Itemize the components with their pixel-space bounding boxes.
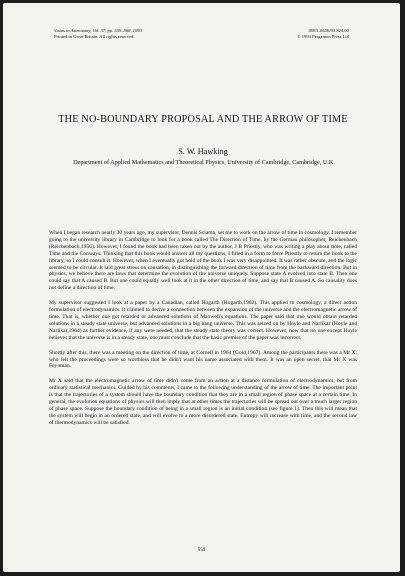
copyright-notice	[297, 28, 349, 39]
journal-line: Vistas in Astronomy, Vol. 37, pp. 559–568, 1993	[54, 28, 142, 33]
journal-citation	[54, 28, 142, 39]
paper-page	[3, 3, 400, 572]
paragraph-1: When I began research nearly 30 years ago, my supervisor, Dennis Sciama, set me to work on the arrow of time in cosmology. I remember going to the university library in Cambridge to look for a book called The Direction of Time, by the German philosopher, Reichenbach (Reichenbach,1956). However, I found the book had been taken out by the author, J B Priestly, who was writing a play about time, called Time and the Conways. Thinking that this book would answer all my questions, I filled in a form to force Priestly to return the book to the library, so I could consult it. However, when I eventually got hold of the book I was very disappointed. It was rather obscure, and the logic seemed to be circular. It laid great stress on causation, in distinguishing the forward direction of time from the backward direction. But in physics, we believe there are laws that determine the evolution of the universe uniquely. Suppose state A evolved into state B. Then one could say that A caused B. But one could equally well look at it in the other direction of time, and say that B caused A. So causality does not define a direction of time.	[49, 230, 357, 292]
paragraph-2: My supervisor suggested I look at a paper by a Canadian, called Hogarth (Hogarth,1962). This applied to cosmology, a direct action formulation of electrodynamics. It claimed to derive a connection between the expansion of the universe and the electromagnetic arrow of time. That is, whether one got retarded or advanced solutions of Maxwell's equations. The paper said that one would obtain retarded solutions in a steady state universe, but advanced solutions in a big bang universe. This was seized on by Hoyle and Narlikar (Hoyle and Narlikar,1964) as further evidence, if any were needed, that the steady state theory was correct. However, now that no one except Hoyle believes that the universe is in a steady state, one must conclude that the basic premise of the paper was incorrect.	[49, 300, 357, 341]
body-text	[49, 230, 357, 435]
author-name: S. W. Hawking	[178, 147, 228, 156]
page-number: 559	[197, 547, 206, 553]
paragraph-3: Shortly after this, there was a meeting on the direction of time, at Cornell in 1964 (Gold,1967). Among the participants there was a Mr X, who felt the proceedings were so worthless that he didn't want his name associated with them. It was an open secret, that Mr X was Feynman.	[49, 349, 357, 370]
author-affiliation: Department of Applied Mathematics and Theoretical Physics, University of Cambridge, Cambridge, U.K.	[73, 159, 335, 166]
copyright-line: © 1993 Pergamon Press Ltd	[297, 33, 349, 39]
issn-line: 0083–6656/93 $24.00	[308, 28, 349, 33]
print-notice-line: Printed in Great Britain. All rights reserved.	[54, 33, 135, 39]
paper-title: THE NO-BOUNDARY PROPOSAL AND THE ARROW OF TIME	[58, 114, 348, 125]
paragraph-4: Mr X said that the electromagnetic arrow of time didn't come from an action at a distance formulation of electrodynamics, but from ordinary statistical mechanics. Guided by his comments, I came to the following understanding of the arrow of time. The important point is that the trajectories of a system should have the boundary condition that they are in a small region of phase space at a certain time. In general, the evolution equations of physics will then imply that at other times the trajectories will be spread out over a much larger region of phase space. Suppose the boundary condition of being in a small region is an initial condition (see figure 1). Then this will mean that the system will begin in an ordered state, and will evolve to a more disordered state. Entropy will increase with time, and the second law of thermodynamics will be satisfied.	[49, 378, 357, 426]
